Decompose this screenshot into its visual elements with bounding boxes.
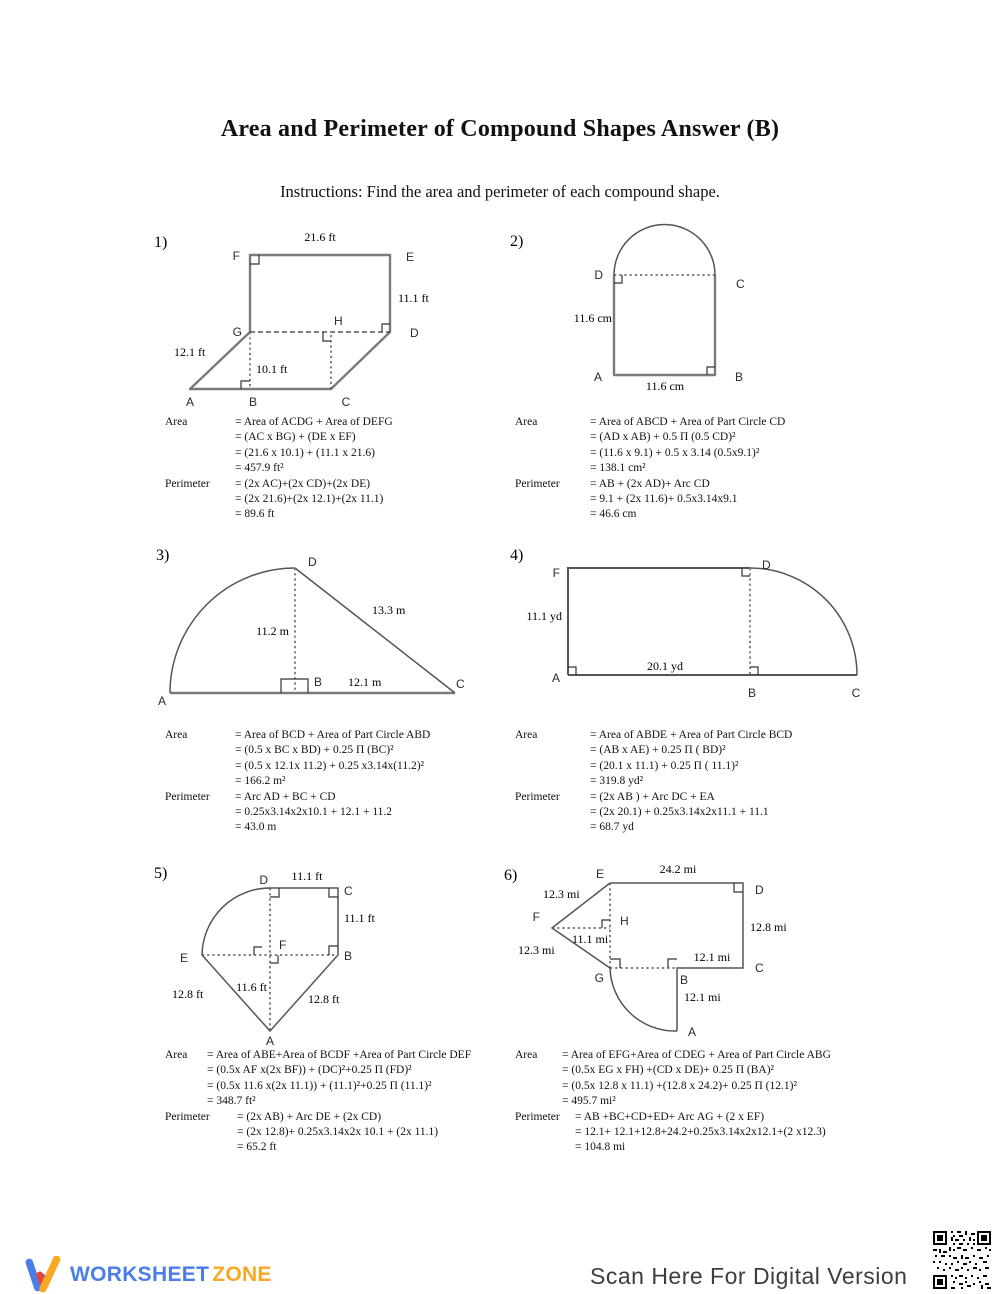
area-label: Area [165, 1049, 188, 1061]
figure-4 [500, 538, 885, 728]
dim-label-lower-slant: 12.3 mi [518, 943, 555, 957]
area-lines [207, 1048, 471, 1110]
perimeter-line: = (2x 12.8)+ 0.25x3.14x2x 10.1 + (2x 11.1) [237, 1126, 439, 1139]
dim-label-slant: 13.3 m [372, 603, 406, 617]
problem-2 [500, 218, 880, 523]
problem-3-solution [150, 728, 495, 836]
page-title: Area and Perimeter of Compound Shapes Answer (B) [220, 116, 780, 142]
area-line: = Area of ABDE + Area of Part Circle BCD [590, 729, 793, 741]
worksheetzone-logo-icon [24, 1256, 62, 1294]
vertex-label-a: A [185, 395, 195, 409]
vertex-label-c: C [344, 884, 353, 898]
vertex-label-h: H [334, 314, 343, 328]
vertex-label-d: D [259, 873, 268, 887]
dim-label-top: 24.2 mi [659, 862, 697, 876]
area-line: = (0.5x AF x(2x BF)) + (DC)²+0.25 Π (FD)² [207, 1064, 412, 1077]
vertex-label-a: A [593, 370, 602, 384]
figure-5 [150, 858, 495, 1048]
area-line: = 495.7 mi² [562, 1095, 616, 1108]
shape-outline [190, 255, 390, 389]
area-line: = (11.6 x 9.1) + 0.5 x 3.14 (0.5x9.1)² [590, 446, 760, 459]
right-angle-marks [614, 275, 715, 375]
dim-label-top: 11.1 ft [291, 869, 323, 883]
perimeter-line: = 0.25x3.14x2x10.1 + 12.1 + 11.2 [235, 806, 393, 819]
vertex-label-b: B [314, 675, 323, 689]
perimeter-line: = 65.2 ft [237, 1141, 277, 1154]
perimeter-lines [235, 477, 383, 523]
perimeter-line: = 104.8 mi [575, 1141, 626, 1154]
figure-3 [150, 538, 490, 728]
vertex-label-h: H [620, 914, 629, 928]
vertex-label-g: G [232, 325, 242, 339]
problem-number: 4) [510, 547, 524, 564]
vertex-label-d: D [410, 326, 419, 340]
area-line: = 457.9 ft² [235, 462, 284, 475]
dim-label-bc: 12.1 mi [693, 950, 731, 964]
problem-number: 5) [154, 865, 168, 882]
vertex-label-b: B [248, 395, 258, 409]
area-label: Area [515, 729, 538, 741]
perimeter-label: Perimeter [515, 477, 560, 490]
problem-1 [150, 225, 495, 523]
area-line: = (0.5 x 12.1x 11.2) + 0.25 x3.14x(11.2)² [235, 759, 425, 772]
dim-label-slant: 12.1 ft [174, 345, 206, 359]
vertex-label-c: C [456, 677, 465, 691]
perimeter-line: = 43.0 m [235, 821, 277, 834]
right-angle-marks [254, 888, 338, 963]
area-line: = (0.5x EG x FH) +(CD x DE)+ 0.25 Π (BA)² [562, 1064, 774, 1077]
area-label: Area [165, 729, 188, 741]
perimeter-label: Perimeter [165, 1110, 210, 1123]
area-label: Area [515, 416, 538, 428]
perimeter-line: = 89.6 ft [235, 508, 275, 521]
dim-label-right: 12.8 mi [750, 920, 787, 934]
perimeter-label: Perimeter [515, 790, 560, 803]
area-line: = (21.6 x 10.1) + (11.1 x 21.6) [235, 446, 375, 459]
problem-1-solution [150, 415, 495, 523]
problem-4-solution [500, 728, 890, 836]
vertex-label-e: E [595, 867, 604, 881]
perimeter-row [515, 790, 890, 836]
perimeter-lines [237, 1110, 438, 1156]
area-row [165, 728, 495, 790]
area-line: = 319.8 yd² [590, 775, 644, 788]
dim-label-height: 11.6 ft [236, 980, 267, 994]
perimeter-label: Perimeter [165, 477, 210, 490]
right-angle-marks [281, 679, 308, 693]
perimeter-line: = Arc AD + BC + CD [235, 790, 336, 803]
vertex-label-b: B [680, 973, 689, 987]
perimeter-line: = (2x AB ) + Arc DC + EA [590, 790, 715, 803]
area-row [515, 1048, 895, 1110]
shape-outline [614, 275, 715, 375]
vertex-label-c: C [341, 395, 351, 409]
problem-number: 2) [510, 233, 524, 250]
area-lines [235, 415, 393, 477]
perimeter-line: = AB +BC+CD+ED+ Arc AG + (2 x EF) [575, 1110, 765, 1123]
vertex-label-g: G [594, 971, 604, 985]
problem-3 [150, 538, 495, 836]
perimeter-lines [590, 790, 769, 836]
perimeter-line: = (2x AC)+(2x CD)+(2x DE) [235, 477, 371, 490]
problem-number: 1) [154, 234, 168, 251]
area-line: = (AB x AE) + 0.25 Π ( BD)² [590, 744, 726, 757]
area-lines [562, 1048, 831, 1110]
vertex-label-a: A [551, 671, 560, 685]
perimeter-row [515, 477, 880, 523]
vertex-label-a: A [265, 1034, 275, 1048]
semicircle-arc [614, 225, 715, 276]
perimeter-line: = 9.1 + (2x 11.6)+ 0.5x3.14x9.1 [590, 493, 738, 506]
area-line: = (0.5 x BC x BD) + 0.25 Π (BC)² [235, 744, 394, 757]
dim-label-top: 21.6 ft [304, 230, 336, 244]
dim-label-left: 11.6 cm [573, 311, 612, 325]
perimeter-label: Perimeter [165, 790, 210, 803]
dim-label-right: 11.1 ft [398, 291, 429, 305]
vertex-label-b: B [735, 370, 744, 384]
perimeter-lines [590, 477, 737, 523]
vertex-label-e: E [179, 951, 188, 965]
figure-6 [500, 858, 840, 1048]
dim-label-upper-slant: 12.3 mi [543, 887, 580, 901]
area-line: = (20.1 x 11.1) + 0.25 Π ( 11.1)² [590, 759, 739, 772]
area-line: = Area of ACDG + Area of DEFG [235, 416, 393, 428]
page-footer [0, 1225, 1000, 1294]
area-line: = Area of ABE+Area of BCDF +Area of Part Circle DEF [207, 1049, 472, 1061]
dim-label-right-slant: 12.8 ft [308, 992, 340, 1006]
figure-2 [500, 218, 840, 415]
perimeter-line: = 12.1+ 12.1+12.8+24.2+0.25x3.14x2x12.1+(2 x12.3) [575, 1126, 826, 1139]
quarter-circle-arc [202, 888, 270, 955]
brand-worksheet: WORKSHEET [70, 1263, 210, 1286]
quarter-circle-arc [750, 568, 857, 675]
perimeter-line: = AB + (2x AD)+ Arc CD [590, 477, 710, 490]
vertex-label-c: C [851, 686, 861, 700]
area-line: = Area of BCD + Area of Part Circle ABD [235, 729, 431, 741]
perimeter-line: = (2x 20.1) + 0.25x3.14x2x11.1 + 11.1 [590, 806, 769, 819]
vertex-label-a: A [688, 1025, 697, 1039]
vertex-label-f: F [279, 938, 287, 952]
perimeter-line: = 46.6 cm [590, 508, 637, 521]
vertex-label-c: C [755, 961, 764, 975]
dim-label-height: 11.2 m [256, 624, 289, 638]
brand-zone: ZONE [212, 1263, 272, 1286]
vertex-label-b: B [747, 686, 757, 700]
area-line: = (AD x AB) + 0.5 Π (0.5 CD)² [590, 431, 736, 444]
vertex-label-f: F [552, 566, 560, 580]
dim-label-ab: 12.1 mi [684, 990, 721, 1004]
dim-label-height: 10.1 ft [256, 362, 288, 376]
area-line: = 138.1 cm² [590, 462, 646, 475]
area-label: Area [515, 1049, 538, 1061]
vertex-label-d: D [594, 268, 603, 282]
perimeter-lines [575, 1110, 826, 1156]
area-row [165, 1048, 500, 1110]
scan-here-text: Scan Here For Digital Version [590, 1263, 908, 1289]
dim-label-left-slant: 12.8 ft [172, 987, 204, 1001]
problem-number: 3) [156, 547, 170, 564]
problem-number: 6) [504, 867, 518, 884]
problem-4 [500, 538, 890, 836]
qr-code-icon [933, 1231, 991, 1289]
vertex-label-d: D [755, 883, 764, 897]
area-row [515, 728, 890, 790]
perimeter-line: = (2x 21.6)+(2x 12.1)+(2x 11.1) [235, 493, 384, 506]
dim-label-bottom: 20.1 yd [647, 659, 683, 673]
vertex-label-b: B [344, 949, 353, 963]
brand-text [70, 1263, 272, 1287]
area-lines [590, 728, 792, 790]
area-line: = Area of EFG+Area of CDEG + Area of Part Circle ABG [562, 1049, 831, 1061]
perimeter-row [165, 1110, 500, 1156]
area-line: = Area of ABCD + Area of Part Circle CD [590, 416, 786, 428]
dim-label-left: 11.1 yd [526, 609, 562, 623]
problem-5-solution [150, 1048, 500, 1156]
perimeter-row [165, 477, 495, 523]
vertex-label-f: F [232, 249, 240, 263]
quarter-circle-arc [610, 968, 677, 1031]
perimeter-line: = (2x AB) + Arc DE + (2x CD) [237, 1110, 382, 1123]
perimeter-row [165, 790, 495, 836]
vertex-label-d: D [308, 555, 317, 569]
area-line: = (0.5x 12.8 x 11.1) +(12.8 x 24.2)+ 0.25 Π (12.1)² [562, 1079, 797, 1092]
area-line: = 166.2 m² [235, 775, 286, 788]
area-row [165, 415, 495, 477]
perimeter-label: Perimeter [515, 1110, 560, 1123]
instructions-text: Instructions: Find the area and perimeter of each compound shape. [280, 182, 720, 201]
vertex-label-c: C [736, 277, 745, 291]
dim-label-right: 11.1 ft [344, 911, 375, 925]
problem-6-solution [500, 1048, 895, 1156]
dim-label-base: 12.1 m [348, 675, 382, 689]
problem-6 [500, 858, 895, 1156]
worksheetzone-logo [24, 1256, 272, 1294]
perimeter-lines [235, 790, 392, 836]
area-row [515, 415, 880, 477]
dim-label-bottom: 11.6 cm [645, 379, 685, 393]
vertex-label-e: E [406, 250, 415, 264]
vertex-label-a: A [158, 694, 167, 708]
area-label: Area [165, 416, 188, 428]
area-line: = (AC x BG) + (DE x EF) [235, 431, 356, 444]
area-lines [590, 415, 785, 477]
vertex-label-d: D [762, 558, 771, 572]
problem-5 [150, 858, 500, 1156]
figure-1 [150, 225, 490, 415]
area-line: = 348.7 ft² [207, 1095, 256, 1108]
vertex-label-f: F [532, 910, 540, 924]
perimeter-line: = 68.7 yd [590, 821, 634, 834]
area-lines [235, 728, 430, 790]
problem-2-solution [500, 415, 880, 523]
area-line: = (0.5x 11.6 x(2x 11.1)) + (11.1)²+0.25 Π (11.1)² [207, 1079, 432, 1092]
perimeter-row [515, 1110, 895, 1156]
dim-label-mid: 11.1 mi [572, 932, 609, 946]
